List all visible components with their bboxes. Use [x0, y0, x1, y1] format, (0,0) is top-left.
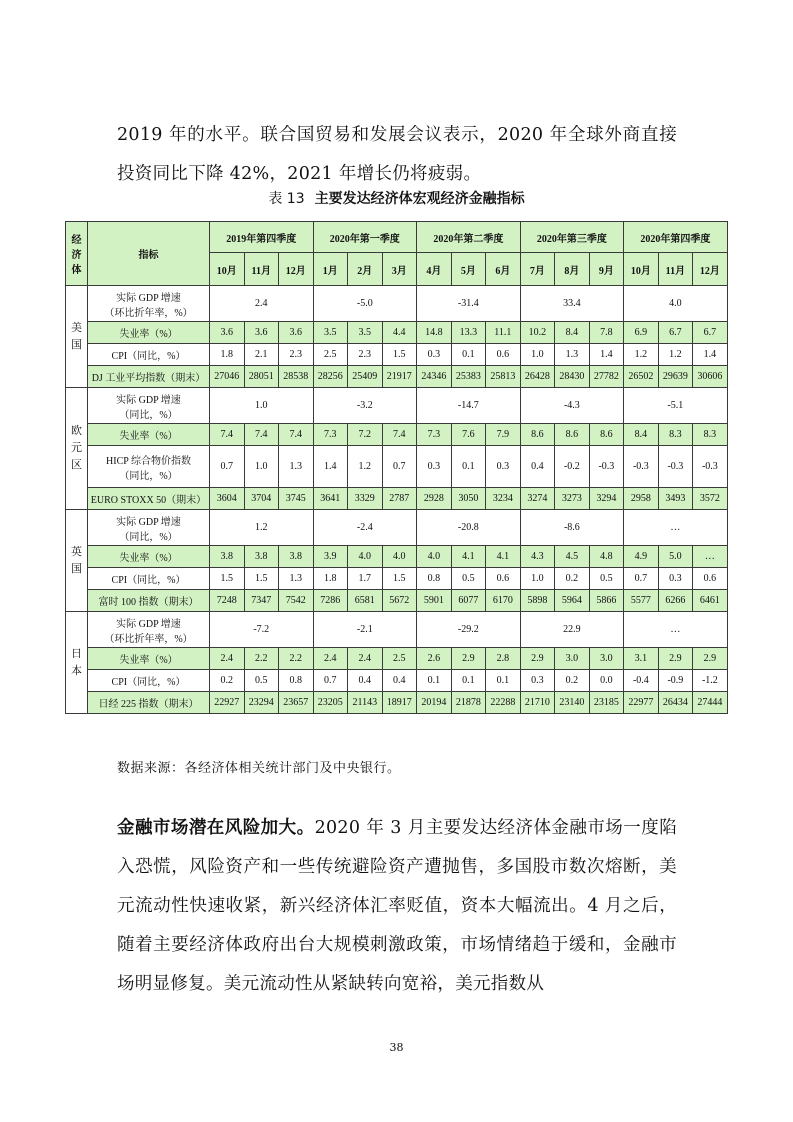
- economy-name: 日 本: [66, 612, 88, 714]
- data-cell: 7.2: [348, 424, 383, 446]
- data-cell: 13.3: [451, 322, 486, 344]
- data-cell: 3.0: [555, 648, 590, 670]
- data-cell: 2.9: [451, 648, 486, 670]
- data-cell: 3.9: [313, 546, 348, 568]
- paragraph-lead: 金融市场潜在风险加大。: [117, 817, 315, 838]
- gdp-value: …: [624, 612, 728, 648]
- gdp-value: 1.0: [210, 388, 314, 424]
- data-cell: 23185: [589, 692, 624, 714]
- data-cell: 28538: [279, 366, 314, 388]
- header-month: 11月: [658, 253, 693, 286]
- data-cell: 2.4: [210, 648, 245, 670]
- data-cell: 2928: [417, 488, 452, 510]
- source-note: 数据来源：各经济体相关统计部门及中央银行。: [117, 761, 401, 776]
- header-quarter: 2020年第三季度: [520, 222, 624, 253]
- data-cell: 7.9: [486, 424, 521, 446]
- data-cell: 1.5: [382, 344, 417, 366]
- data-cell: 0.6: [486, 568, 521, 590]
- data-cell: 0.6: [486, 344, 521, 366]
- header-month: 5月: [451, 253, 486, 286]
- gdp-value: -20.8: [417, 510, 521, 546]
- data-cell: 1.5: [382, 568, 417, 590]
- row-label: 实际 GDP 增速 （环比折年率，%）: [88, 286, 210, 322]
- data-cell: 3493: [658, 488, 693, 510]
- table-row: [66, 488, 728, 510]
- gdp-value: -4.3: [520, 388, 624, 424]
- data-cell: 2.9: [658, 648, 693, 670]
- data-cell: 0.2: [555, 670, 590, 692]
- data-cell: 2.3: [279, 344, 314, 366]
- data-cell: 2.1: [244, 344, 279, 366]
- data-cell: 8.4: [555, 322, 590, 344]
- data-cell: 1.2: [348, 446, 383, 488]
- data-cell: 23657: [279, 692, 314, 714]
- data-cell: 3641: [313, 488, 348, 510]
- data-cell: 7.3: [417, 424, 452, 446]
- data-cell: 5964: [555, 590, 590, 612]
- data-cell: 2.4: [313, 648, 348, 670]
- table-row: [66, 446, 728, 488]
- data-cell: 4.3: [520, 546, 555, 568]
- data-cell: 3604: [210, 488, 245, 510]
- data-cell: 6.9: [624, 322, 659, 344]
- data-cell: 0.2: [555, 568, 590, 590]
- data-cell: 1.7: [348, 568, 383, 590]
- table-caption: [0, 188, 793, 208]
- paragraph-top: 2019 年的水平。联合国贸易和发展会议表示，2020 年全球外商直接投资同比下降 42%，2021 年增长仍将疲弱。: [117, 124, 677, 184]
- row-label: HICP 综合物价指数 （同比，%）: [88, 446, 210, 488]
- data-cell: 27782: [589, 366, 624, 388]
- data-cell: 0.5: [244, 670, 279, 692]
- data-cell: 3.6: [279, 322, 314, 344]
- data-cell: 11.1: [486, 322, 521, 344]
- gdp-value: -29.2: [417, 612, 521, 648]
- data-cell: 0.1: [451, 670, 486, 692]
- data-cell: 7.8: [589, 322, 624, 344]
- data-cell: -0.3: [658, 446, 693, 488]
- data-cell: 14.8: [417, 322, 452, 344]
- data-cell: 7.4: [210, 424, 245, 446]
- gdp-value: 33.4: [520, 286, 624, 322]
- data-cell: 2958: [624, 488, 659, 510]
- table-row: [66, 546, 728, 568]
- data-cell: 0.8: [417, 568, 452, 590]
- gdp-value: -2.4: [313, 510, 417, 546]
- data-cell: 2.5: [313, 344, 348, 366]
- data-cell: 1.4: [313, 446, 348, 488]
- data-cell: 28430: [555, 366, 590, 388]
- data-cell: 1.8: [210, 344, 245, 366]
- data-cell: 1.3: [279, 446, 314, 488]
- data-cell: 26434: [658, 692, 693, 714]
- gdp-value: -31.4: [417, 286, 521, 322]
- data-cell: 3234: [486, 488, 521, 510]
- data-cell: 0.0: [589, 670, 624, 692]
- data-cell: 3329: [348, 488, 383, 510]
- data-cell: 0.1: [417, 670, 452, 692]
- data-cell: 5898: [520, 590, 555, 612]
- data-cell: 3273: [555, 488, 590, 510]
- data-cell: 28256: [313, 366, 348, 388]
- table-row: [66, 670, 728, 692]
- economy-name: 美 国: [66, 286, 88, 388]
- data-cell: 2.2: [279, 648, 314, 670]
- data-cell: 2.4: [348, 648, 383, 670]
- header-indicator: 指标: [88, 222, 210, 286]
- data-cell: 6170: [486, 590, 521, 612]
- data-cell: 0.5: [589, 568, 624, 590]
- data-cell: 2.3: [348, 344, 383, 366]
- data-cell: 5577: [624, 590, 659, 612]
- page-number: 38: [389, 1041, 404, 1054]
- data-cell: 1.0: [244, 446, 279, 488]
- header-month: 6月: [486, 253, 521, 286]
- data-cell: 24346: [417, 366, 452, 388]
- data-cell: 8.3: [658, 424, 693, 446]
- data-cell: 23205: [313, 692, 348, 714]
- economy-name: 英 国: [66, 510, 88, 612]
- data-cell: 29639: [658, 366, 693, 388]
- data-cell: 25409: [348, 366, 383, 388]
- data-cell: 7.4: [382, 424, 417, 446]
- data-cell: 4.8: [589, 546, 624, 568]
- data-cell: 4.1: [451, 546, 486, 568]
- data-cell: 7.4: [244, 424, 279, 446]
- data-cell: 10.2: [520, 322, 555, 344]
- gdp-value: -2.1: [313, 612, 417, 648]
- data-cell: 0.2: [210, 670, 245, 692]
- header-quarter: 2020年第一季度: [313, 222, 417, 253]
- data-cell: 3.5: [348, 322, 383, 344]
- header-month: 10月: [624, 253, 659, 286]
- gdp-value: 22.9: [520, 612, 624, 648]
- data-cell: 4.0: [382, 546, 417, 568]
- gdp-value: -3.2: [313, 388, 417, 424]
- table-row: [66, 612, 728, 648]
- data-cell: 2.6: [417, 648, 452, 670]
- gdp-value: 4.0: [624, 286, 728, 322]
- data-cell: -0.3: [589, 446, 624, 488]
- table-caption-title: 主要发达经济体宏观经济金融指标: [314, 191, 525, 207]
- gdp-value: -7.2: [210, 612, 314, 648]
- data-cell: 1.0: [520, 344, 555, 366]
- data-cell: 1.4: [589, 344, 624, 366]
- data-cell: 1.5: [210, 568, 245, 590]
- data-cell: -0.3: [693, 446, 728, 488]
- data-cell: 18917: [382, 692, 417, 714]
- data-cell: 4.0: [417, 546, 452, 568]
- gdp-value: -5.0: [313, 286, 417, 322]
- data-cell: 23140: [555, 692, 590, 714]
- gdp-value: -14.7: [417, 388, 521, 424]
- data-cell: 25813: [486, 366, 521, 388]
- gdp-value: -8.6: [520, 510, 624, 546]
- data-cell: 30606: [693, 366, 728, 388]
- data-cell: 7286: [313, 590, 348, 612]
- data-cell: 0.7: [313, 670, 348, 692]
- data-cell: 3.8: [279, 546, 314, 568]
- data-cell: 6266: [658, 590, 693, 612]
- header-month: 11月: [244, 253, 279, 286]
- data-cell: 6077: [451, 590, 486, 612]
- data-cell: 0.1: [451, 344, 486, 366]
- row-label: 富时 100 指数（期末）: [88, 590, 210, 612]
- table-row: [66, 590, 728, 612]
- data-cell: 0.3: [417, 446, 452, 488]
- data-cell: 0.1: [451, 446, 486, 488]
- data-cell: 4.0: [348, 546, 383, 568]
- data-cell: 1.3: [555, 344, 590, 366]
- data-cell: 25383: [451, 366, 486, 388]
- macro-indicator-table: [65, 221, 728, 714]
- data-cell: 22977: [624, 692, 659, 714]
- data-cell: 0.3: [658, 568, 693, 590]
- data-cell: 0.4: [520, 446, 555, 488]
- data-cell: 7542: [279, 590, 314, 612]
- data-cell: 0.7: [210, 446, 245, 488]
- header-quarter: 2020年第二季度: [417, 222, 521, 253]
- data-cell: 0.5: [451, 568, 486, 590]
- data-cell: …: [693, 546, 728, 568]
- data-cell: 3.8: [210, 546, 245, 568]
- table-row: [66, 568, 728, 590]
- row-label: 失业率（%）: [88, 322, 210, 344]
- data-cell: 5672: [382, 590, 417, 612]
- data-cell: 22288: [486, 692, 521, 714]
- row-label: 失业率（%）: [88, 424, 210, 446]
- data-cell: 22927: [210, 692, 245, 714]
- table-row: [66, 344, 728, 366]
- header-economy: 经 济 体: [66, 222, 88, 286]
- data-cell: 3.8: [244, 546, 279, 568]
- data-cell: 3572: [693, 488, 728, 510]
- row-label: DJ 工业平均指数（期末）: [88, 366, 210, 388]
- header-quarter: 2020年第四季度: [624, 222, 728, 253]
- row-label: 实际 GDP 增速 （环比折年率，%）: [88, 612, 210, 648]
- data-cell: 8.6: [520, 424, 555, 446]
- data-cell: 2.2: [244, 648, 279, 670]
- data-cell: 27444: [693, 692, 728, 714]
- data-cell: 3.6: [210, 322, 245, 344]
- data-cell: 3.1: [624, 648, 659, 670]
- data-cell: 1.2: [624, 344, 659, 366]
- data-cell: -1.2: [693, 670, 728, 692]
- gdp-value: -5.1: [624, 388, 728, 424]
- data-cell: 0.3: [417, 344, 452, 366]
- header-month: 12月: [693, 253, 728, 286]
- data-cell: 21917: [382, 366, 417, 388]
- header-month: 8月: [555, 253, 590, 286]
- table-caption-number: 表 13: [268, 191, 305, 207]
- data-cell: 3.5: [313, 322, 348, 344]
- data-cell: 2.5: [382, 648, 417, 670]
- data-cell: 3.0: [589, 648, 624, 670]
- data-cell: 3050: [451, 488, 486, 510]
- data-cell: 7.6: [451, 424, 486, 446]
- data-cell: -0.2: [555, 446, 590, 488]
- data-cell: 5866: [589, 590, 624, 612]
- data-cell: 7347: [244, 590, 279, 612]
- data-cell: 0.1: [486, 670, 521, 692]
- header-quarter: 2019年第四季度: [210, 222, 314, 253]
- data-cell: 1.3: [279, 568, 314, 590]
- row-label: CPI（同比，%）: [88, 568, 210, 590]
- data-cell: 0.3: [520, 670, 555, 692]
- row-label: EURO STOXX 50（期末）: [88, 488, 210, 510]
- economy-name: 欧 元 区: [66, 388, 88, 510]
- data-cell: 1.4: [693, 344, 728, 366]
- data-cell: 1.2: [658, 344, 693, 366]
- table-row: [66, 692, 728, 714]
- paragraph-body: 2020 年 3 月主要发达经济体金融市场一度陷入恐慌，风险资产和一些传统避险资产遭抛售，多国股市数次熔断，美元流动性快速收紧，新兴经济体汇率贬值，资本大幅流出。4 月之后，随着主要经济体政府出台大规模刺激政策，市场情绪趋于缓和，金融市场明显修复。美元流动性从紧缺转向宽裕，美元指数从: [117, 817, 677, 994]
- data-cell: 7.4: [279, 424, 314, 446]
- data-cell: -0.3: [624, 446, 659, 488]
- data-cell: 4.1: [486, 546, 521, 568]
- data-cell: 28051: [244, 366, 279, 388]
- row-label: CPI（同比，%）: [88, 344, 210, 366]
- table-row: [66, 322, 728, 344]
- data-cell: 7.3: [313, 424, 348, 446]
- table-row: [66, 648, 728, 670]
- data-cell: 0.7: [624, 568, 659, 590]
- row-label: 实际 GDP 增速 （同比，%）: [88, 510, 210, 546]
- data-cell: 3294: [589, 488, 624, 510]
- data-cell: 23294: [244, 692, 279, 714]
- gdp-value: …: [624, 510, 728, 546]
- data-cell: 1.0: [520, 568, 555, 590]
- table-header: [66, 222, 728, 286]
- gdp-value: 1.2: [210, 510, 314, 546]
- data-cell: 8.6: [589, 424, 624, 446]
- data-cell: 2.8: [486, 648, 521, 670]
- table-row: [66, 424, 728, 446]
- data-cell: 6.7: [658, 322, 693, 344]
- header-month: 12月: [279, 253, 314, 286]
- header-month: 4月: [417, 253, 452, 286]
- data-cell: 21878: [451, 692, 486, 714]
- data-cell: 8.3: [693, 424, 728, 446]
- row-label: 日经 225 指数（期末）: [88, 692, 210, 714]
- data-cell: 2.9: [520, 648, 555, 670]
- data-cell: 26428: [520, 366, 555, 388]
- paragraph-bottom: [117, 809, 677, 1004]
- header-month: 7月: [520, 253, 555, 286]
- data-cell: 0.6: [693, 568, 728, 590]
- data-cell: 3.6: [244, 322, 279, 344]
- data-cell: 0.4: [382, 670, 417, 692]
- data-cell: 6.7: [693, 322, 728, 344]
- header-month: 10月: [210, 253, 245, 286]
- table-row: [66, 510, 728, 546]
- table-row: [66, 388, 728, 424]
- data-cell: 1.5: [244, 568, 279, 590]
- row-label: 实际 GDP 增速 （同比，%）: [88, 388, 210, 424]
- row-label: CPI（同比，%）: [88, 670, 210, 692]
- data-cell: 6581: [348, 590, 383, 612]
- data-cell: 1.8: [313, 568, 348, 590]
- data-cell: 2787: [382, 488, 417, 510]
- data-cell: 21143: [348, 692, 383, 714]
- table-row: [66, 366, 728, 388]
- header-month: 3月: [382, 253, 417, 286]
- data-cell: 0.3: [486, 446, 521, 488]
- data-cell: 0.4: [348, 670, 383, 692]
- data-cell: 3274: [520, 488, 555, 510]
- data-cell: 20194: [417, 692, 452, 714]
- data-cell: 5901: [417, 590, 452, 612]
- data-cell: 8.4: [624, 424, 659, 446]
- data-cell: 5.0: [658, 546, 693, 568]
- header-month: 1月: [313, 253, 348, 286]
- data-cell: 4.9: [624, 546, 659, 568]
- data-cell: 21710: [520, 692, 555, 714]
- data-cell: 6461: [693, 590, 728, 612]
- data-cell: 3745: [279, 488, 314, 510]
- data-cell: 0.8: [279, 670, 314, 692]
- data-cell: 2.9: [693, 648, 728, 670]
- data-cell: 4.4: [382, 322, 417, 344]
- data-cell: -0.9: [658, 670, 693, 692]
- data-cell: 4.5: [555, 546, 590, 568]
- gdp-value: 2.4: [210, 286, 314, 322]
- data-cell: 3704: [244, 488, 279, 510]
- header-month: 9月: [589, 253, 624, 286]
- data-cell: 0.7: [382, 446, 417, 488]
- data-cell: 27046: [210, 366, 245, 388]
- row-label: 失业率（%）: [88, 546, 210, 568]
- table-row: [66, 286, 728, 322]
- header-month: 2月: [348, 253, 383, 286]
- data-cell: -0.4: [624, 670, 659, 692]
- row-label: 失业率（%）: [88, 648, 210, 670]
- data-cell: 8.6: [555, 424, 590, 446]
- data-cell: 7248: [210, 590, 245, 612]
- data-cell: 26502: [624, 366, 659, 388]
